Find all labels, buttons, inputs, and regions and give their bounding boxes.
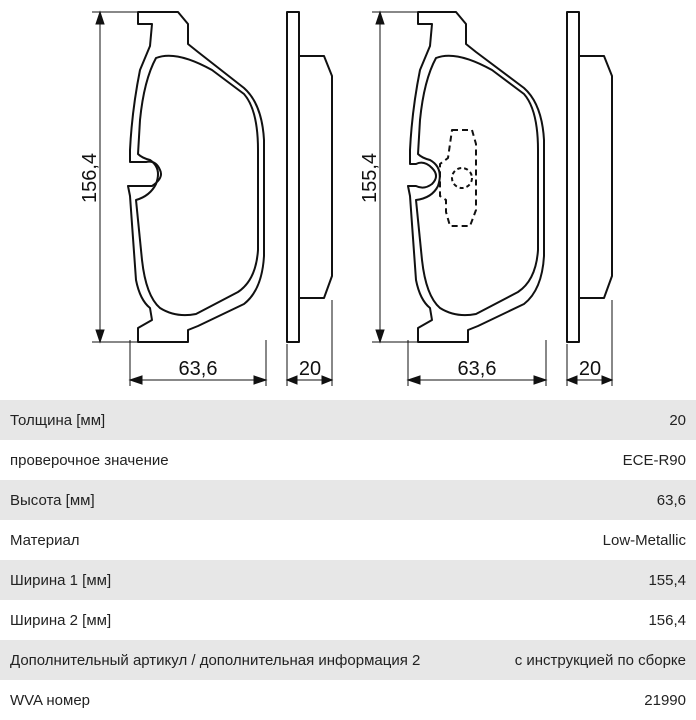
- front-height-label: 156,4: [79, 152, 101, 204]
- spec-row-thickness: [0, 400, 696, 440]
- front-thickness-label: 20: [298, 358, 322, 380]
- spec-label: Высота [мм]: [10, 491, 95, 509]
- specs-table: [0, 400, 696, 720]
- front-pad-lining: [136, 56, 258, 315]
- rear-thickness-label: 20: [578, 358, 602, 380]
- rear-width-label: 63,6: [457, 358, 497, 380]
- rear-clip-circle: [452, 168, 472, 188]
- front-side-plate: [287, 12, 299, 342]
- spec-row-width-2: [0, 600, 696, 640]
- spec-value: 156,4: [648, 611, 686, 629]
- spec-label: Толщина [мм]: [10, 411, 106, 429]
- spec-value: 21990: [644, 691, 686, 709]
- rear-side-plate: [567, 12, 579, 342]
- spec-row-width-1: [0, 560, 696, 600]
- spec-value: 63,6: [656, 491, 686, 509]
- rear-height-label: 155,4: [359, 152, 381, 204]
- spec-label: Ширина 2 [мм]: [10, 611, 112, 629]
- rear-side-lining: [579, 56, 612, 298]
- spec-label: Ширина 1 [мм]: [10, 571, 112, 589]
- rear-clip-dashed: [440, 130, 476, 226]
- spec-row-wva-number: [0, 680, 696, 720]
- spec-label: Материал: [10, 531, 80, 549]
- front-side-lining: [299, 56, 332, 298]
- spec-row-additional-info: [0, 640, 696, 680]
- spec-value: 20: [669, 411, 686, 429]
- spec-label: Дополнительный артикул / дополнительная информация 2: [10, 651, 421, 669]
- spec-row-material: [0, 520, 696, 560]
- spec-value: ECE-R90: [622, 451, 686, 469]
- spec-value: 155,4: [648, 571, 686, 589]
- spec-row-height: [0, 480, 696, 520]
- spec-label: WVA номер: [10, 691, 91, 709]
- spec-value: Low-Metallic: [602, 531, 686, 549]
- front-width-label: 63,6: [178, 358, 218, 380]
- spec-value: с инструкцией по сборке: [514, 651, 686, 669]
- spec-row-test-mark: [0, 440, 696, 480]
- spec-label: проверочное значение: [10, 451, 169, 469]
